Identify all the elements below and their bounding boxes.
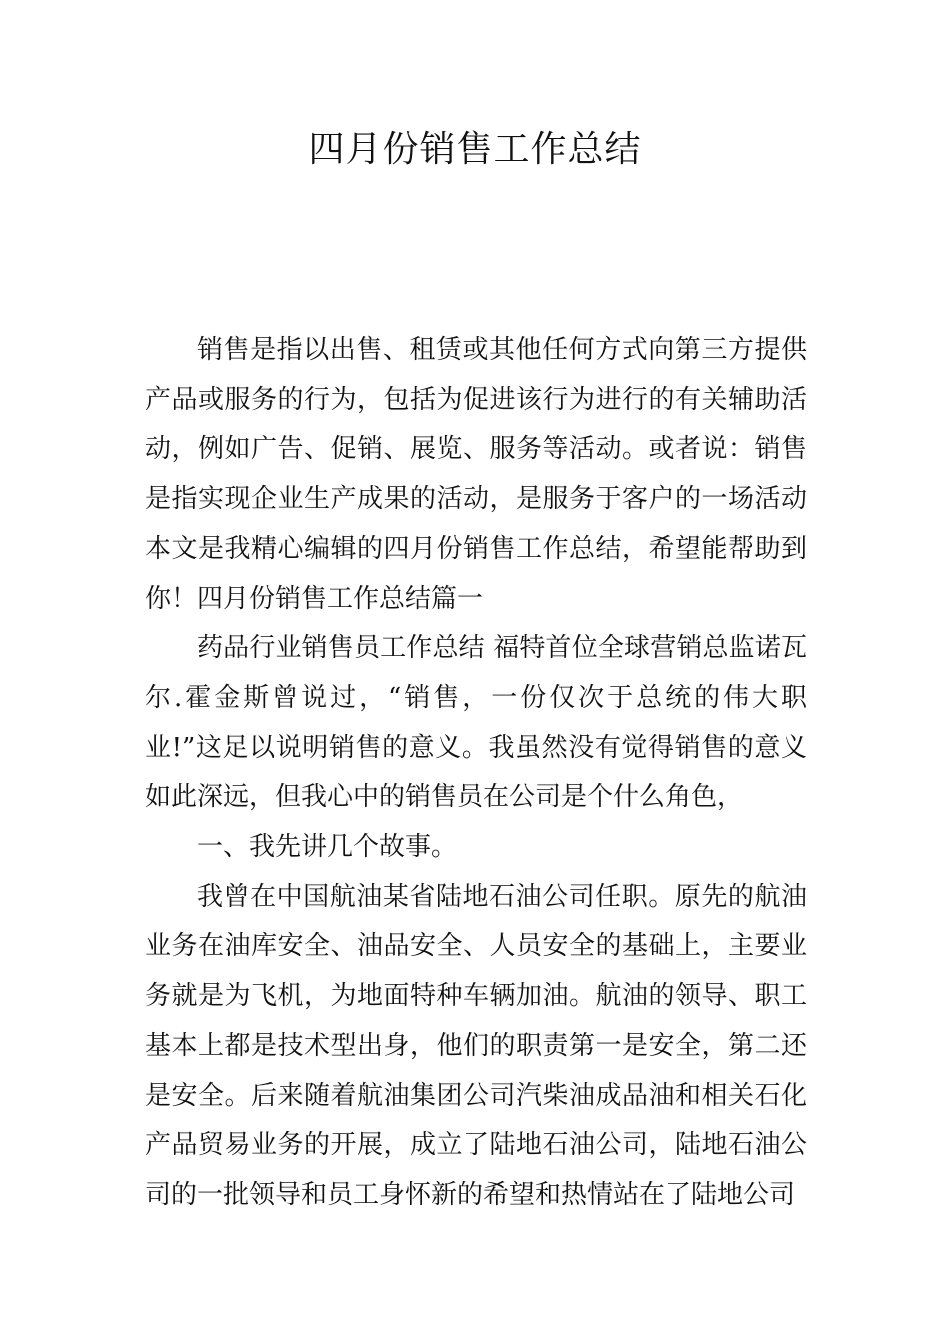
paragraph: 销售是指以出售、租赁或其他任何方式向第三方提供产品或服务的行为，包括为促进该行为进行的有关辅助活动，例如广告、促销、展览、服务等活动。或者说：销售是指实现企业生产成果的活动，是服务于客户的一场活动本文是我精心编辑的四月份销售工作总结，希望能帮助到你！四月份销售工作总结篇一 [145, 335, 807, 614]
paragraph: 我曾在中国航油某省陆地石油公司任职。原先的航油业务在油库安全、油品安全、人员安全的基础上，主要业务就是为飞机，为地面特种车辆加油。航油的领导、职工基本上都是技术型出身，他们的职责第一是安全，第二还是安全。后来随着航油集团公司汽柴油成品油和相关石化产品贸易业务的开展，成立了陆地石油公司，陆地石油公司的一批领导和员工身怀新的希望和热情站在了陆地公司 [145, 881, 807, 1210]
paragraph: 药品行业销售员工作总结 福特首位全球营销总监诺瓦尔.霍金斯曾说过，“销售，一份仅次于总统的伟大职业!”这足以说明销售的意义。我虽然没有觉得销售的意义如此深远，但我心中的销售员在公司是个什么角色， [145, 633, 807, 813]
document-body [145, 326, 807, 1221]
document-title: 四月份销售工作总结 [308, 129, 642, 170]
paragraph: 一、我先讲几个故事。 [197, 832, 458, 863]
